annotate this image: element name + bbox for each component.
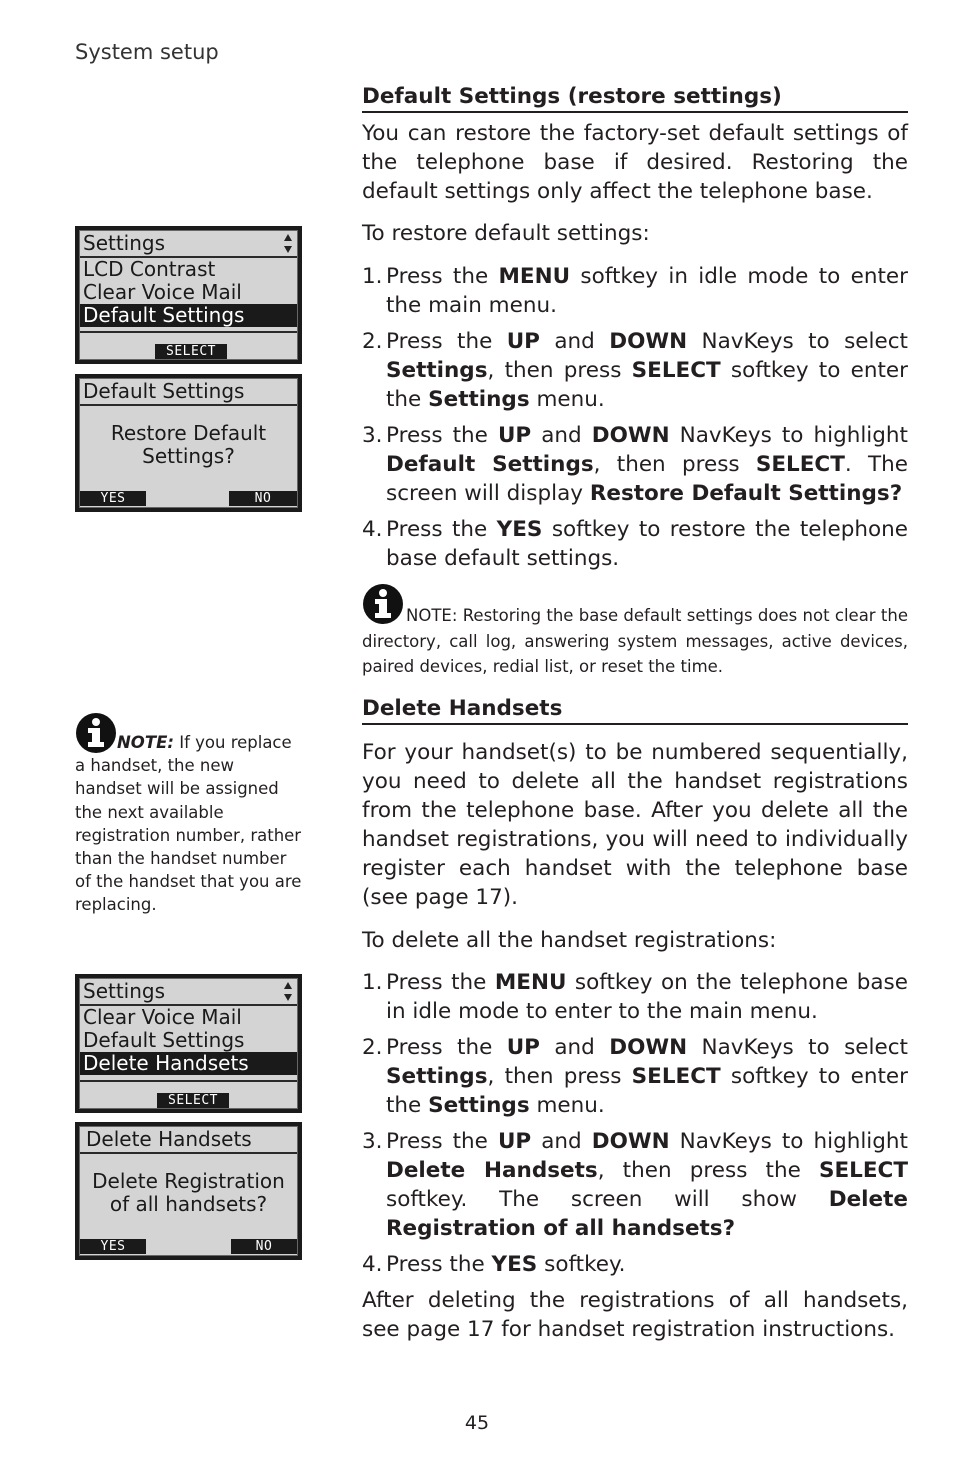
note-label: NOTE: [117,733,174,752]
intro-paragraph: You can restore the factory-set default settings of the telephone base if desired. Restoring the default settings only affect the telephone base. [362,121,908,204]
step-text: softkey in idle mode to enter the main menu. [386,264,908,318]
lcd-message-line: Settings? [142,444,235,468]
lcd-menu-item: LCD Contrast [83,257,216,281]
step-number: 1. [362,264,383,289]
step-keyword: Settings [428,387,530,412]
note-paragraph [362,583,908,680]
step-text: menu. [529,1093,605,1118]
step-text: NavKeys to highlight [669,423,908,448]
step-keyword: Default Settings [386,452,594,477]
step-text: Press the [386,264,499,289]
lcd-title: Delete Handsets [86,1127,252,1151]
lcd-message-line: of all handsets? [109,1192,268,1216]
lcd-menu-item: Clear Voice Mail [83,280,242,304]
softkey-no: NO [231,1239,297,1254]
step-text: and [531,423,592,448]
step-text: and [539,329,610,354]
step-text: Press the [386,1035,507,1060]
note-text: NOTE: Restoring the base default settings does not clear the directory, call log, answering system messages, active devices, paired devices, redial list, or reset the time. [362,606,908,676]
lcd-title: Default Settings [83,379,245,403]
step-keyword: Restore Default Settings? [589,481,903,506]
lcd-title: Settings [83,979,166,1003]
lcd-title: Settings [83,231,166,255]
softkey-no: NO [229,491,297,506]
step-number: 3. [362,423,383,448]
step-number: 4. [362,517,383,542]
step-item [362,968,908,1026]
step-keyword: Settings [428,1093,530,1118]
step-number: 3. [362,1129,383,1154]
step-keyword: YES [491,1252,538,1277]
step-number: 1. [362,970,383,995]
step-keyword: SELECT [631,358,721,383]
section-title: Default Settings (restore settings) [362,83,908,113]
step-keyword: Settings [386,358,488,383]
softkey-select: SELECT [157,1093,229,1108]
step-item [362,1127,908,1243]
step-keyword: MENU [494,970,567,995]
step-item [362,1250,908,1279]
steps-list [362,968,908,1279]
info-icon [362,583,404,625]
step-text: and [539,1035,610,1060]
step-text: Press the [386,329,507,354]
step-keyword: Delete Handsets [386,1158,598,1183]
lcd-restore-confirm [75,374,302,512]
step-number: 2. [362,329,383,354]
scroll-arrows-icon [283,233,293,255]
step-text: NavKeys to select [687,329,908,354]
running-head: System setup [75,40,219,64]
section-default-settings [362,83,908,680]
step-text: , then press [487,1064,632,1089]
lcd-delete-confirm [75,1122,302,1260]
step-keyword: DOWN [591,1129,670,1154]
softkey-yes: YES [80,1239,146,1254]
section-delete-handsets [362,695,908,1344]
step-keyword: Delete Registration of all handsets? [386,1187,908,1241]
step-keyword: UP [497,1129,532,1154]
lcd-menu-item-selected: Default Settings [80,304,297,327]
step-keyword: DOWN [609,329,688,354]
steps-list [362,262,908,573]
outro-paragraph: After deleting the registrations of all handsets, see page 17 for handset registration instructions. [362,1288,908,1342]
info-icon [75,712,117,754]
lcd-message-line: Restore Default [110,421,267,445]
page-number: 45 [464,1412,490,1434]
lcd-menu-item: Clear Voice Mail [83,1005,242,1029]
lcd-settings-menu [75,226,302,364]
step-text: softkey to restore the telephone base default settings. [386,517,908,571]
step-item [362,515,908,573]
step-text: NavKeys to select [687,1035,908,1060]
step-text: menu. [529,387,605,412]
side-note [75,712,303,917]
step-text: . The screen will display [386,452,908,506]
step-keyword: Settings [386,1064,488,1089]
lead-paragraph: To restore default settings: [362,221,650,246]
step-keyword: SELECT [631,1064,721,1089]
step-keyword: DOWN [609,1035,688,1060]
step-keyword: SELECT [818,1158,908,1183]
step-text: , then press [487,358,632,383]
lcd-menu-item: Default Settings [83,1028,245,1052]
step-item [362,1033,908,1120]
step-text: , then press the [597,1158,819,1183]
step-keyword: UP [506,329,540,354]
step-item [362,327,908,414]
step-text: , then press [593,452,756,477]
step-keyword: DOWN [591,423,670,448]
step-text: NavKeys to highlight [669,1129,908,1154]
softkey-yes: YES [80,491,146,506]
step-text: softkey on the telephone base in idle mode to enter to the main menu. [386,970,908,1024]
lcd-settings-menu-2 [75,974,302,1113]
step-text: Press the [386,1129,498,1154]
softkey-select: SELECT [155,344,227,359]
step-item [362,421,908,508]
scroll-arrows-icon [283,981,293,1003]
step-text: and [531,1129,592,1154]
section-title: Delete Handsets [362,695,908,725]
step-text: softkey. [537,1252,626,1277]
step-keyword: SELECT [755,452,845,477]
step-number: 2. [362,1035,383,1060]
lead-paragraph: To delete all the handset registrations: [362,928,777,953]
lcd-menu-item-selected: Delete Handsets [80,1052,297,1075]
step-keyword: MENU [498,264,571,289]
step-keyword: UP [497,423,532,448]
step-text: Press the [386,517,497,542]
step-item [362,262,908,320]
lcd-message-line: Delete Registration [92,1169,285,1193]
step-text: Press the [386,1252,492,1277]
step-text: softkey to enter the [386,1064,908,1118]
step-number: 4. [362,1252,383,1277]
step-text: Press the [386,423,498,448]
step-text: Press the [386,970,495,995]
step-keyword: YES [496,517,543,542]
note-text: If you replace a handset, the new handset will be assigned the next available registration number, rather than the handset number of the handset that you are replacing. [75,733,302,915]
intro-paragraph: For your handset(s) to be numbered sequentially, you need to delete all the handset registrations from the telephone base. After you delete all the handset registrations, you will need to individually register each handset with the telephone base (see page 17). [362,740,908,910]
step-keyword: UP [506,1035,540,1060]
step-text: softkey to enter the [386,358,908,412]
step-text: softkey. The screen will show [386,1187,829,1212]
